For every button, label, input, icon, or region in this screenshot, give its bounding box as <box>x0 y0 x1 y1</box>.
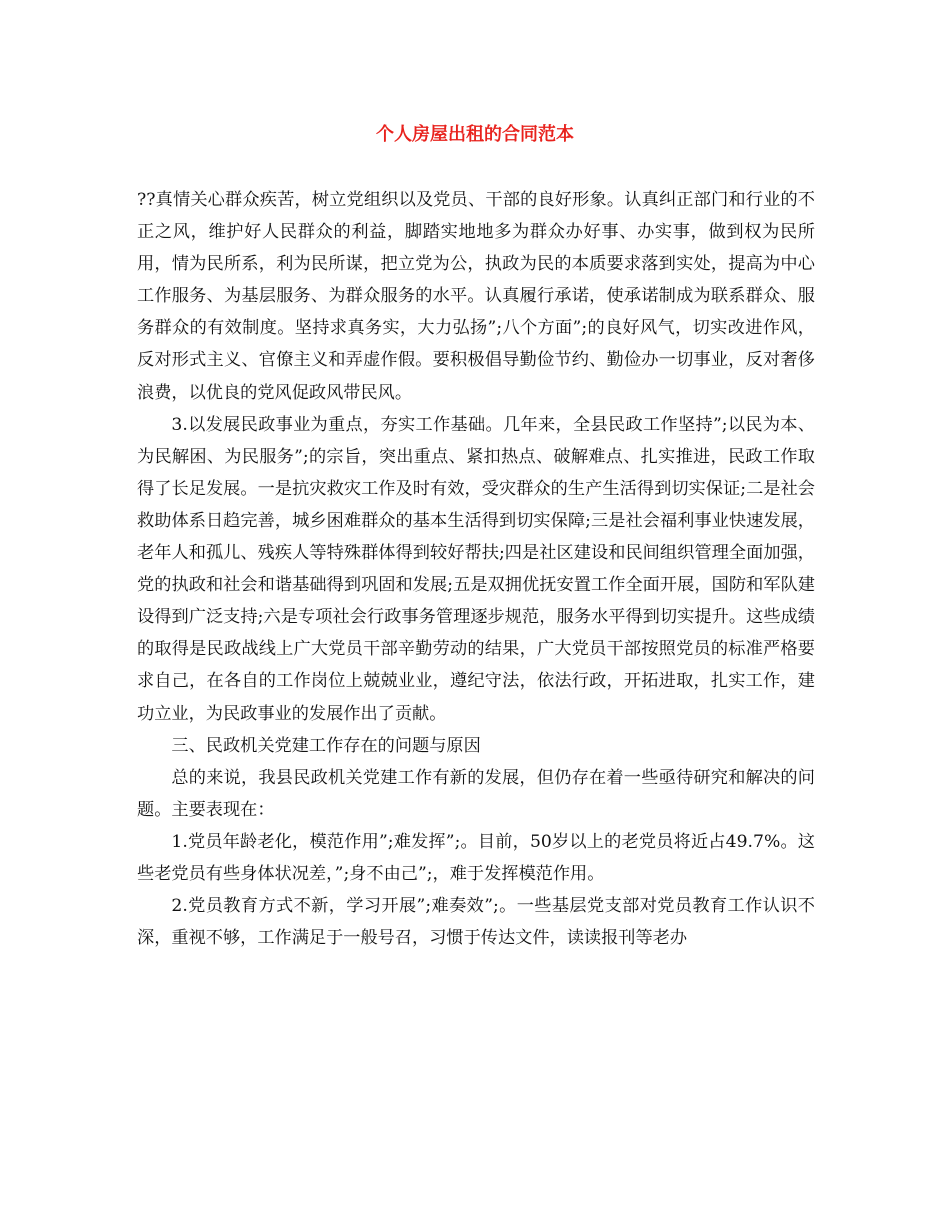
paragraph-5: 2.党员教育方式不新，学习开展”;难奏效”;。一些基层党支部对党员教育工作认识不深，重视不够，工作满足于一般号召，习惯于传达文件，读读报刊等老办 <box>137 896 815 949</box>
paragraph-2: 3.以发展民政事业为重点，夯实工作基础。几年来，全县民政工作坚持”;以民为本、为民解困、为民服务”;的宗旨，突出重点、紧扣热点、破解难点、扎实推进，民政工作取得了长足发展。一是抗灾救灾工作及时有效，受灾群众的生产生活得到切实保证;二是社会救助体系日趋完善，城乡困难群众的基本生活得到切实保障;三是社会福利事业快速发展，老年人和孤儿、残疾人等特殊群体得到较好帮扶;四是社区建设和民间组织管理全面加强，党的执政和社会和谐基础得到巩固和发展;五是双拥优抚安置工作全面开展，国防和军队建设得到广泛支持;六是专项社会行政事务管理逐步规范，服务水平得到切实提升。这些成绩的取得是民政战线上广大党员干部辛勤劳动的结果，广大党员干部按照党员的标准严格要求自己，在各自的工作岗位上兢兢业业，遵纪守法，依法行政，开拓进取，扎实工作，建功立业，为民政事业的发展作出了贡献。 <box>137 414 815 724</box>
paragraph-4: 1.党员年龄老化，模范作用”;难发挥”;。目前，50岁以上的老党员将近占49.7%。这些老党员有些身体状况差，”;身不由己”;，难于发挥模范作用。 <box>137 831 815 884</box>
document-body <box>137 184 815 954</box>
paragraph-3: 总的来说，我县民政机关党建工作有新的发展，但仍存在着一些亟待研究和解决的问题。主要表现在： <box>137 767 815 820</box>
document-title: 个人房屋出租的合同范本 <box>376 124 574 145</box>
section-heading: 三、民政机关党建工作存在的问题与原因 <box>171 735 481 756</box>
paragraph-1: ??真情关心群众疾苦，树立党组织以及党员、干部的良好形象。认真纠正部门和行业的不正之风，维护好人民群众的利益，脚踏实地地多为群众办好事、办实事，做到权为民所用，情为民所系，利为民所谋，把立党为公，执政为民的本质要求落到实处，提高为中心工作服务、为基层服务、为群众服务的水平。认真履行承诺，使承诺制成为联系群众、服务群众的有效制度。坚持求真务实，大力弘扬”;八个方面”;的良好风气，切实改进作风，反对形式主义、官僚主义和弄虚作假。要积极倡导勤俭节约、勤俭办一切事业，反对奢侈浪费，以优良的党风促政风带民风。 <box>137 190 815 403</box>
